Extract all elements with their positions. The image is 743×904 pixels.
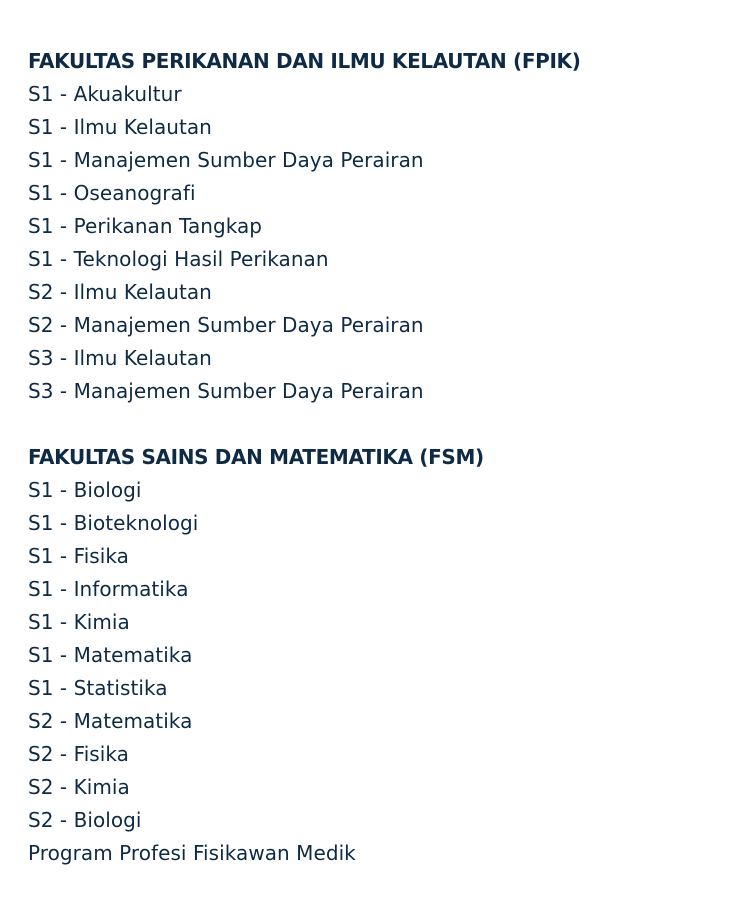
faculty-title-fpik: FAKULTAS PERIKANAN DAN ILMU KELAUTAN (FPIK) — [28, 49, 581, 73]
program-item-s1-oseanografi: S1 - Oseanografi — [28, 181, 196, 205]
faculty-title-fsm: FAKULTAS SAINS DAN MATEMATIKA (FSM) — [28, 445, 484, 469]
program-item-s1-ilmu-kelautan: S1 - Ilmu Kelautan — [28, 115, 212, 139]
program-item-s1-perikanan-tangkap: S1 - Perikanan Tangkap — [28, 214, 263, 238]
program-item-s1-matematika: S1 - Matematika — [28, 643, 193, 667]
program-item-s1-informatika: S1 - Informatika — [28, 577, 189, 601]
program-item-s1-fisika: S1 - Fisika — [28, 544, 129, 568]
program-item-s1-kimia: S1 - Kimia — [28, 610, 130, 634]
program-list-fpik — [28, 78, 743, 408]
program-item-s2-ilmu-kelautan: S2 - Ilmu Kelautan — [28, 280, 212, 304]
program-list-fsm — [28, 474, 743, 870]
program-item-s1-akuakultur: S1 - Akuakultur — [28, 82, 182, 106]
program-item-s2-biologi: S2 - Biologi — [28, 808, 142, 832]
program-item-s1-teknologi-hasil-perikanan: S1 - Teknologi Hasil Perikanan — [28, 247, 329, 271]
program-item-s1-bioteknologi: S1 - Bioteknologi — [28, 511, 199, 535]
program-item-s1-manajemen-sumber-daya-perairan: S1 - Manajemen Sumber Daya Perairan — [28, 148, 424, 172]
faculty-section-fsm — [28, 441, 743, 870]
faculty-section-fpik — [28, 45, 743, 408]
program-item-s2-fisika: S2 - Fisika — [28, 742, 129, 766]
program-item-s1-biologi: S1 - Biologi — [28, 478, 142, 502]
program-item-s3-manajemen-sumber-daya-perairan: S3 - Manajemen Sumber Daya Perairan — [28, 379, 424, 403]
program-item-s1-statistika: S1 - Statistika — [28, 676, 168, 700]
program-item-program-profesi-fisikawan-medik: Program Profesi Fisikawan Medik — [28, 841, 356, 865]
program-item-s2-manajemen-sumber-daya-perairan: S2 - Manajemen Sumber Daya Perairan — [28, 313, 424, 337]
program-item-s2-kimia: S2 - Kimia — [28, 775, 130, 799]
program-item-s3-ilmu-kelautan: S3 - Ilmu Kelautan — [28, 346, 212, 370]
program-item-s2-matematika: S2 - Matematika — [28, 709, 193, 733]
